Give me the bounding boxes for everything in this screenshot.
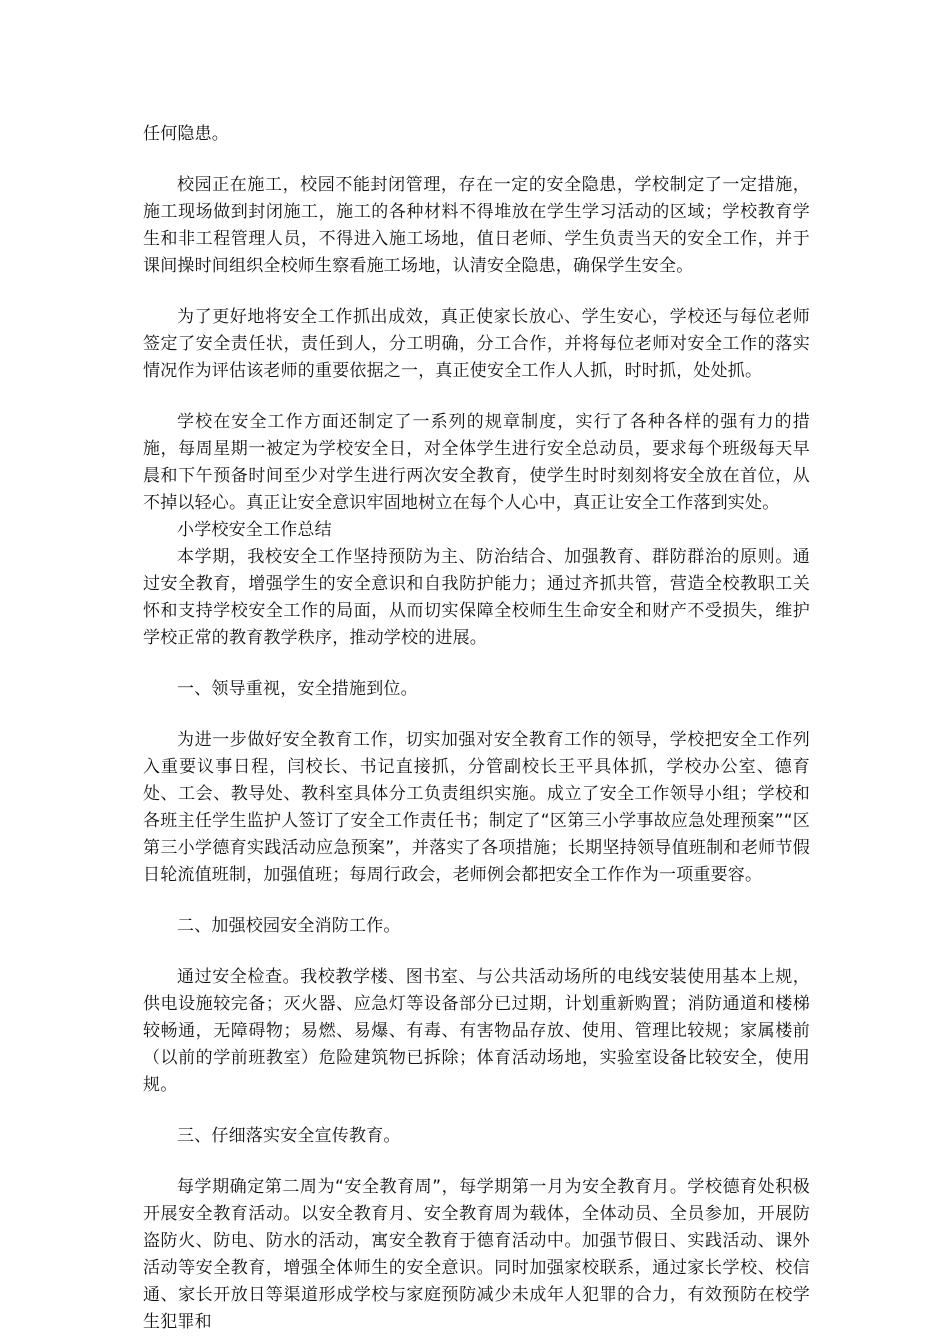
paragraph-construction: 校园正在施工，校园不能封闭管理，存在一定的安全隐患，学校制定了一定措施，施工现场做到封闭施工，施工的各种材料不得堆放在学生学习活动的区域；学校教育学生和非工程管理人员，不得进入施工场地，值日老师、学生负责当天的安全工作，并于课间操时间组织全校师生察看施工场地，认清安全隐患，确保学生安全。 — [143, 175, 810, 276]
heading-fire-safety: 二、加强校园安全消防工作。 — [177, 916, 401, 936]
paragraph-education: 每学期确定第二周为“安全教育周”，每学期第一月为安全教育月。学校德育处积极开展安全教育活动。以安全教育月、安全教育周为载体，全体动员、全员参加，开展防盗防火、防电、防水的活动，寓安全教育于德育活动中。加强节假日、实践活动、课外活动等安全教育，增强全体师生的安全意识。同时加强家校联系，通过家长学校、校信通、家长开放日等渠道形成学校与家庭预防减少未成年人犯罪的合力，有效预防在校学生犯罪和 — [143, 1177, 810, 1332]
paragraph-regulations: 学校在安全工作方面还制定了一系列的规章制度，实行了各种各样的强有力的措施，每周星期一被定为学校安全日，对全体学生进行安全总动员，要求每个班级每天早晨和下午预备时间至少对学生进行两次安全教育，使学生时时刻刻将安全放在首位，从不掉以轻心。真正让安全意识牢固地树立在每个人心中，真正让安全工作落到实处。 — [143, 412, 810, 513]
paragraph-intro: 本学期，我校安全工作坚持预防为主、防治结合、加强教育、群防群治的原则。通过安全教育，增强学生的安全意识和自我防护能力；通过齐抓共管，营造全校教职工关怀和支持学校安全工作的局面，从而切实保障全校师生生命安全和财产不受损失，维护学校正常的教育教学秩序，推动学校的进展。 — [143, 547, 810, 648]
paragraph-responsibility: 为了更好地将安全工作抓出成效，真正使家长放心、学生安心，学校还与每位老师签定了安全责任状，责任到人，分工明确，分工合作，并将每位老师对安全工作的落实情况作为评估该老师的重要依据之一，真正使安全工作人人抓，时时抓，处处抓。 — [143, 307, 810, 381]
heading-education: 三、仔细落实安全宣传教育。 — [177, 1126, 401, 1146]
heading-leadership: 一、领导重视，安全措施到位。 — [177, 679, 418, 699]
section-title: 小学校安全工作总结 — [177, 520, 332, 540]
document-page — [143, 121, 810, 1336]
paragraph-leadership: 为进一步做好安全教育工作，切实加强对安全教育工作的领导，学校把安全工作列入重要议事日程，闫校长、书记直接抓，分管副校长王平具体抓，学校办公室、德育处、工会、教导处、教科室具体分工负责组织实施。成立了安全工作领导小组；学校和各班主任学生监护人签订了安全工作责任书；制定了“区第三小学事故应急处理预案”“区第三小学德育实践活动应急预案”，并落实了各项措施；长期坚持领导值班制和老师节假日轮流值班制，加强值班；每周行政会，老师例会都把安全工作作为一项重要容。 — [143, 730, 810, 885]
paragraph-continuation: 任何隐患。 — [143, 124, 229, 144]
paragraph-fire-safety: 通过安全检查。我校教学楼、图书室、与公共活动场所的电线安装使用基本上规，供电设施较完备；灭火器、应急灯等设备部分已过期，计划重新购置；消防通道和楼梯较畅通，无障碍物；易燃、易爆、有毒、有害物品存放、使用、管理比较规；家属楼前（以前的学前班教室）危险建筑物已拆除；体育活动场地，实验室设备比较安全，使用规。 — [143, 967, 810, 1095]
